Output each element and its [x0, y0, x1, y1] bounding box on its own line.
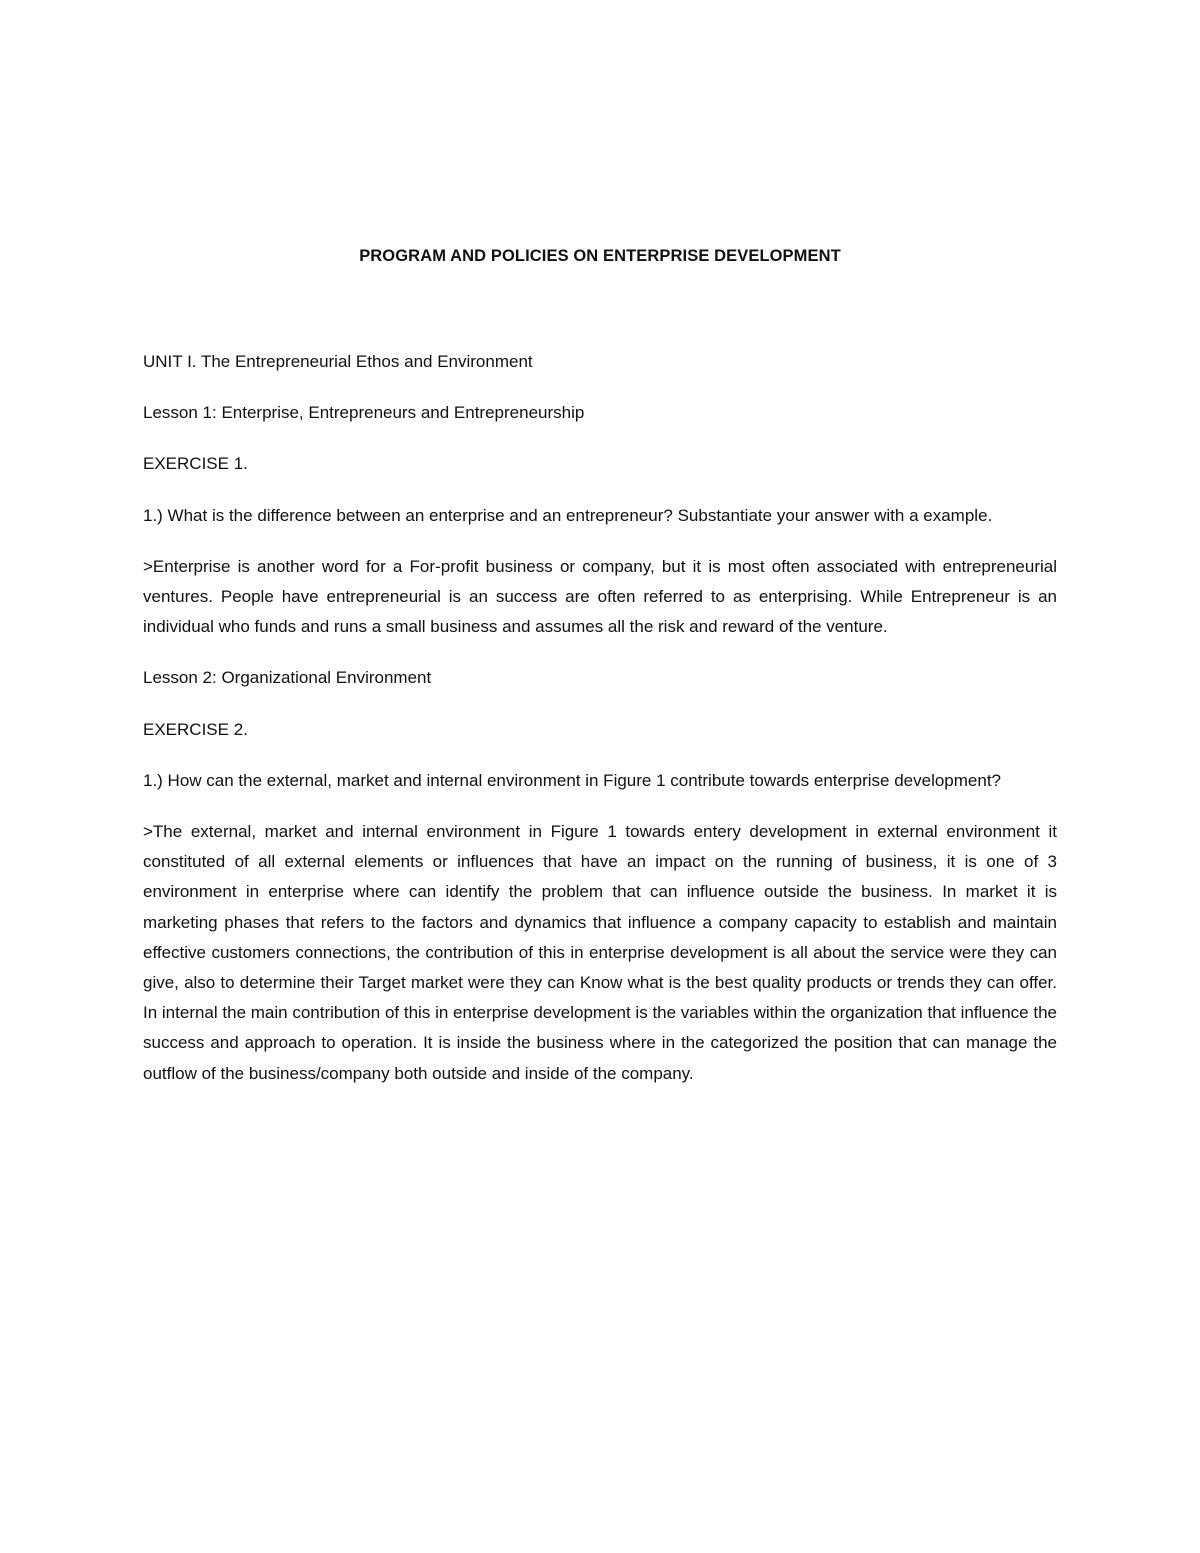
document-body: [143, 244, 1057, 1089]
unit-heading: UNIT I. The Entrepreneurial Ethos and Environment: [143, 352, 533, 371]
exercise-2-heading: EXERCISE 2.: [143, 719, 248, 739]
exercise-2-question: 1.) How can the external, market and internal environment in Figure 1 contribute towards enterprise development?: [143, 770, 1002, 790]
lesson-2-heading: Lesson 2: Organizational Environment: [143, 668, 432, 688]
exercise-2-answer: >The external, market and internal environment in Figure 1 towards entery development in external environment it constituted of all external elements or influences that have an impact on the running of business, it is one of 3 environment in enterprise where can identify the problem that can influence outside the business. In market it is marketing phases that refers to the factors and dynamics that influence a company capacity to establish and maintain effective customers connections, the contribution of this in enterprise development is all about the service were they can give, also to determine their Target market were they can Know what is the best quality products or trends they can offer. In internal the main contribution of this in enterprise development is the variables within the organization that influence the success and approach to operation. It is inside the business where in the categorized the position that can manage the outflow of the business/company both outside and inside of the company.: [143, 822, 1057, 1083]
exercise-1-heading: EXERCISE 1.: [143, 454, 248, 474]
exercise-1-answer: >Enterprise is another word for a For-profit business or company, but it is most often associated with entrepreneurial ventures. People have entrepreneurial is an success are often referred to as enterprising. While Entrepreneur is an individual who funds and runs a small business and assumes all the risk and reward of the venture.: [143, 556, 1057, 637]
exercise-1-question: 1.) What is the difference between an enterprise and an entrepreneur? Substantiate your answer with a example.: [143, 505, 993, 525]
document-title: PROGRAM AND POLICIES ON ENTERPRISE DEVELOPMENT: [359, 247, 841, 265]
lesson-1-heading: Lesson 1: Enterprise, Entrepreneurs and Entrepreneurship: [143, 403, 585, 423]
